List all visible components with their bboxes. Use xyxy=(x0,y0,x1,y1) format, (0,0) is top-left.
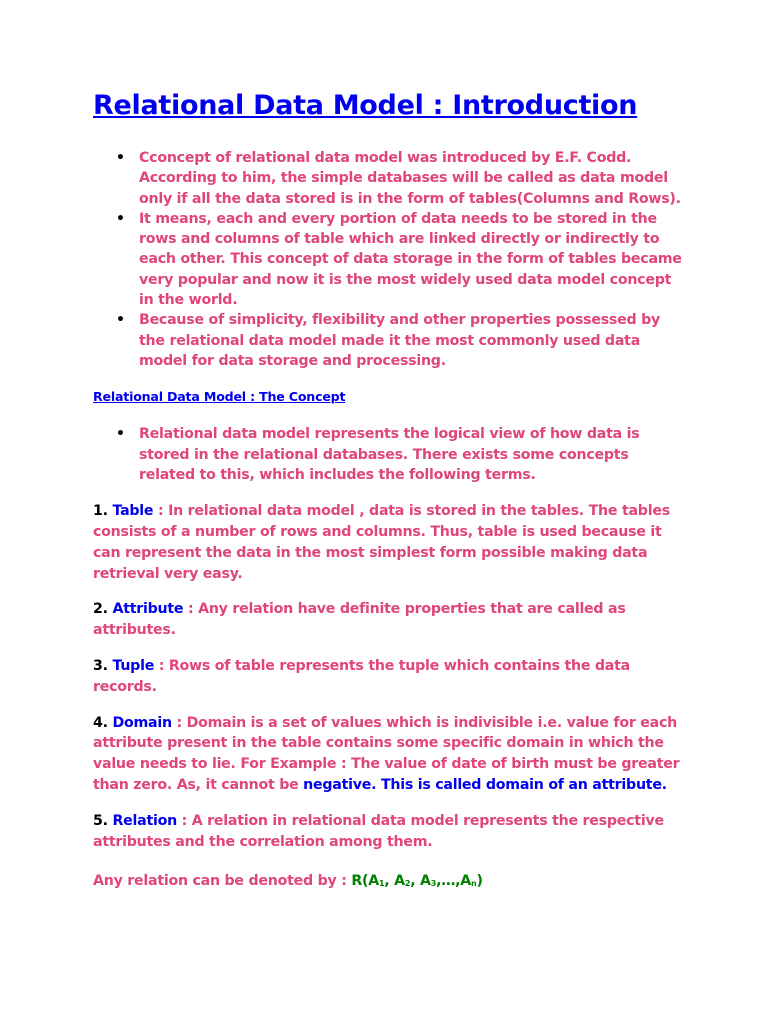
bullet-icon: • xyxy=(116,312,125,329)
list-item xyxy=(116,424,683,485)
term-number: 3. xyxy=(93,657,108,674)
term-domain xyxy=(93,713,683,796)
list-item xyxy=(116,148,683,209)
list-item xyxy=(116,310,683,371)
bullet-icon: • xyxy=(116,426,125,443)
term-description: : In relational data model , data is stored in the tables. The tables consists of a number of rows and columns. Thus, table is used because it can represent the data in the most simplest form possible making data retrieval very easy. xyxy=(93,503,670,582)
concept-bullet-list xyxy=(93,424,683,485)
document-page xyxy=(93,86,683,909)
page-title[interactable]: Relational Data Model : Introduction xyxy=(93,90,638,121)
term-attribute xyxy=(93,599,683,641)
term-tuple xyxy=(93,656,683,698)
term-name: Relation xyxy=(112,812,177,829)
bullet-text: Cconcept of relational data model was introduced by E.F. Codd. According to him, the simple databases will be called as data model only if all the data stored is in the form of tables(Columns and Rows). xyxy=(139,150,681,207)
term-table xyxy=(93,501,683,584)
term-highlight: negative. This is called domain of an attribute. xyxy=(303,776,667,793)
concept-heading-link[interactable]: Relational Data Model : The Concept xyxy=(93,389,346,405)
term-description: : Any relation have definite properties that are called as attributes. xyxy=(93,601,626,639)
term-description: : Domain is a set of values which is indivisible i.e. value for each attribute present in the table contains some specific domain in which the value needs to lie. For Example : The value of date of birth must be greater than zero. As, it cannot be xyxy=(93,714,680,793)
term-description: : A relation in relational data model represents the respective attributes and the correlation among them. xyxy=(93,812,664,850)
intro-bullet-list xyxy=(93,148,683,371)
term-number: 4. xyxy=(93,714,108,731)
relation-formula xyxy=(93,871,683,895)
term-name: Attribute xyxy=(112,601,184,618)
formula-lead: Any relation can be denoted by : xyxy=(93,873,352,890)
term-name: Tuple xyxy=(112,657,155,674)
term-number: 1. xyxy=(93,503,108,520)
term-number: 5. xyxy=(93,812,108,829)
term-name: Table xyxy=(112,503,154,520)
bullet-text: Because of simplicity, flexibility and other properties possessed by the relational data model made it the most commonly used data model for data storage and processing. xyxy=(139,312,660,369)
bullet-icon: • xyxy=(116,150,125,166)
list-item xyxy=(116,209,683,310)
bullet-text: Relational data model represents the logical view of how data is stored in the relational databases. There exists some concepts related to this, which includes the following terms. xyxy=(139,426,640,483)
term-description: : Rows of table represents the tuple which contains the data records. xyxy=(93,657,630,695)
term-relation xyxy=(93,811,683,853)
formula-expression: $R(A_1$, $A_2$, $A_3,\dots,A_n$) xyxy=(351,873,483,890)
term-number: 2. xyxy=(93,601,108,618)
bullet-icon: • xyxy=(116,210,125,227)
bullet-text: It means, each and every portion of data needs to be stored in the rows and columns of table which are linked directly or indirectly to each other. This concept of data storage in the form of tables became very popular and now it is the most widely used data model concept in the world. xyxy=(139,210,682,309)
term-name: Domain xyxy=(112,714,172,731)
